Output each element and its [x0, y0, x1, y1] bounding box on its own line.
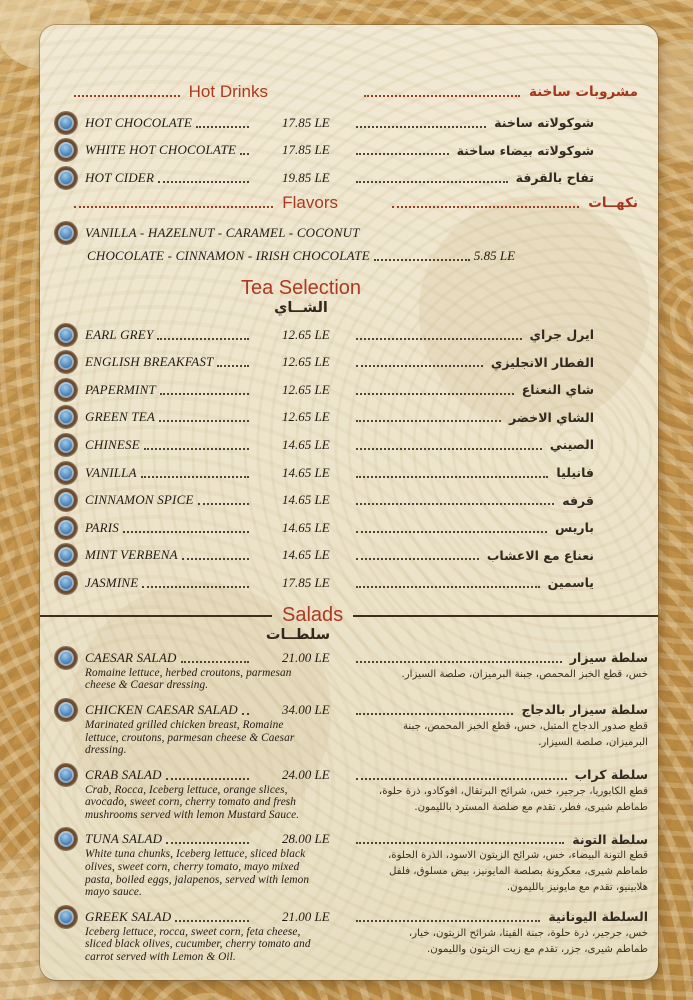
brand-medallion-icon [55, 544, 77, 566]
section-title-en: Flavors [282, 192, 338, 212]
item-ar-cell [352, 575, 658, 590]
dotted-leader [356, 338, 522, 340]
item-price: 17.85 LE [282, 574, 330, 590]
salad-item [40, 650, 658, 692]
header-right [360, 84, 638, 100]
item-price: 12.65 LE [282, 326, 330, 342]
item-name-en: GREEN TEA [85, 409, 156, 425]
section-title-ar: نكهــات [588, 194, 638, 211]
dotted-leader [356, 778, 567, 780]
item-name-ar: فانيليا [556, 465, 594, 481]
menu-item-row [40, 137, 658, 165]
item-price: 21.00 LE [282, 908, 330, 924]
section-title-en: Salads [282, 604, 344, 627]
item-name-ar: باريس [555, 520, 594, 536]
item-ar-cell [352, 327, 658, 342]
item-name-en: CHICKEN CAESAR SALAD [85, 701, 238, 717]
dotted-leader [198, 503, 249, 505]
item-name-en: HOT CIDER [85, 169, 155, 185]
item-name-en: GREEK SALAD [85, 908, 172, 924]
salad-item [40, 831, 658, 898]
item-name-en: CINNAMON SPICE [85, 492, 194, 508]
menu-item-row [40, 909, 658, 925]
dotted-leader [181, 661, 249, 663]
item-price: 14.65 LE [282, 547, 330, 563]
dotted-leader [160, 393, 249, 395]
item-ar-cell [352, 832, 658, 847]
menu-item-row [40, 376, 658, 404]
dotted-leader [74, 206, 273, 208]
menu-item-row [40, 569, 658, 597]
dotted-leader [141, 476, 249, 478]
item-name-ar: سلطة كراب [574, 767, 648, 783]
section-header-hot-drinks [40, 81, 658, 103]
item-en-cell [85, 909, 253, 925]
salads-list [40, 650, 658, 964]
brand-medallion-icon [55, 517, 77, 539]
item-ar-cell [352, 702, 658, 717]
brand-medallion-icon [55, 351, 77, 373]
section-title-ar: سلطــات [265, 626, 331, 643]
menu-item-row [40, 767, 658, 783]
dotted-leader [356, 503, 554, 505]
brand-medallion-icon [55, 324, 77, 346]
item-en-cell [85, 650, 253, 666]
menu-item-row [40, 459, 658, 487]
menu-item-row [40, 542, 658, 570]
item-ar-cell [352, 520, 658, 535]
dotted-leader [356, 181, 508, 183]
dotted-leader [182, 558, 249, 560]
brand-medallion-icon [55, 828, 77, 850]
brand-medallion-icon [55, 462, 77, 484]
salad-description-ar: قطع صدور الدجاج المتبل، خس، قطع الخبز المحمص، جبنة البرميزان، صلصة السيزار. [402, 720, 648, 748]
brand-medallion-icon [55, 112, 77, 134]
brand-medallion-icon [55, 699, 77, 721]
salads-title-ar-wrap [40, 626, 658, 644]
item-name-en: JASMINE [85, 574, 139, 590]
item-price: 12.65 LE [282, 409, 330, 425]
item-en-cell [85, 465, 253, 481]
flavors-note [40, 222, 658, 268]
salad-descriptions [40, 667, 658, 692]
section-title-ar: الشــاي [274, 299, 328, 316]
item-en-cell [85, 767, 253, 783]
dotted-leader [144, 448, 249, 450]
dotted-leader [356, 920, 540, 922]
item-name-en: HOT CHOCOLATE [85, 114, 192, 130]
salad-item [40, 909, 658, 964]
item-price: 17.85 LE [282, 114, 330, 130]
item-name-ar: نعناع مع الاعشاب [486, 547, 594, 563]
item-price: 28.00 LE [282, 831, 330, 847]
menu-item-row [40, 514, 658, 542]
dotted-leader [356, 713, 513, 715]
brand-medallion-icon [55, 647, 77, 669]
salads-divider [40, 606, 658, 626]
item-en-cell [85, 142, 253, 158]
item-name-ar: الشاي الاخضر [509, 409, 594, 425]
item-price: 34.00 LE [282, 701, 330, 717]
dotted-leader [356, 365, 483, 367]
brand-medallion-icon [55, 434, 77, 456]
flavors-line2: CHOCOLATE - CINNAMON - IRISH CHOCOLATE [87, 248, 370, 264]
dotted-leader [142, 586, 249, 588]
dotted-leader [356, 476, 548, 478]
menu-item-row [40, 348, 658, 376]
item-name-ar: سلطة سيزار بالدجاج [521, 702, 648, 718]
dotted-leader [240, 153, 249, 155]
dotted-leader [158, 181, 249, 183]
item-ar-cell [352, 493, 658, 508]
salad-description-ar: قطع الكابوريا، جرجير، خس، شرائح البرتقال، افوكادو، ذرة حلوة، طماطم شيرى، فطر، تقدم مع صلصة المسترد بالليمون. [378, 785, 648, 813]
salad-descriptions [40, 926, 658, 964]
item-price: 14.65 LE [282, 519, 330, 535]
item-name-ar: شاي النعناع [521, 382, 594, 398]
item-ar-cell [352, 355, 658, 370]
item-name-ar: سلطة التونة [572, 831, 648, 847]
item-name-ar: تفاح بالقرفة [515, 170, 594, 186]
flavors-note-line [40, 245, 658, 268]
menu-panel [40, 25, 658, 980]
dotted-leader [356, 661, 562, 663]
flavors-price: 5.85 LE [473, 248, 516, 264]
dotted-leader [356, 420, 501, 422]
brand-medallion-icon [55, 906, 77, 928]
item-name-en: TUNA SALAD [85, 831, 163, 847]
item-ar-cell [352, 410, 658, 425]
item-name-en: CAESAR SALAD [85, 649, 177, 665]
item-en-cell [85, 327, 253, 343]
section-title-en: Tea Selection [240, 276, 362, 299]
item-en-cell [85, 170, 253, 186]
brand-medallion-icon [55, 572, 77, 594]
salads-divider-line [353, 615, 658, 617]
section-header-flavors [40, 192, 658, 214]
item-price: 17.85 LE [282, 142, 330, 158]
item-name-ar: الصيني [549, 437, 594, 453]
salad-descriptions [40, 719, 658, 757]
item-en-cell [85, 409, 253, 425]
item-ar-cell [352, 115, 658, 130]
item-ar-cell [352, 548, 658, 563]
item-en-cell [85, 492, 253, 508]
dotted-leader [196, 126, 249, 128]
dotted-leader [157, 338, 249, 340]
salad-description-en: Romaine lettuce, herbed croutons, parmesan cheese & Caesar dressing. [85, 666, 292, 692]
item-price: 14.65 LE [282, 464, 330, 480]
item-en-cell [85, 115, 253, 131]
item-name-ar: قرفه [562, 492, 594, 508]
section-title-ar: مشروبات ساخنة [528, 84, 638, 100]
brand-medallion-icon [55, 379, 77, 401]
dotted-leader [356, 586, 540, 588]
item-ar-cell [352, 170, 658, 185]
item-price: 12.65 LE [282, 354, 330, 370]
menu-item-row [40, 321, 658, 349]
item-name-ar: سلطة سيزار [569, 650, 648, 666]
header-left [70, 193, 338, 213]
item-name-en: WHITE HOT CHOCOLATE [85, 142, 237, 158]
item-name-en: PAPERMINT [85, 381, 156, 397]
item-name-en: VANILLA [85, 464, 137, 480]
header-left [70, 82, 268, 102]
salad-item [40, 767, 658, 822]
item-en-cell [85, 547, 253, 563]
item-en-cell [85, 831, 253, 847]
item-price: 24.00 LE [282, 766, 330, 782]
item-en-cell [85, 520, 253, 536]
menu-item-row [40, 650, 658, 666]
dotted-leader [356, 153, 449, 155]
section-title-en: Hot Drinks [188, 82, 268, 101]
salad-description-ar: خس، جرجير، ذرة حلوة، جبنة الفيتا، شرائح الزيتون، خيار، طماطم شيرى، جزر، تقدم مع زيت الزيتون والليمون. [408, 927, 648, 955]
dotted-leader [356, 531, 547, 533]
item-price: 12.65 LE [282, 381, 330, 397]
item-en-cell [85, 437, 253, 453]
dotted-leader [356, 448, 542, 450]
dotted-leader [74, 95, 180, 97]
item-ar-cell [352, 650, 658, 665]
item-ar-cell [352, 437, 658, 452]
menu-item-row [40, 831, 658, 847]
item-en-cell [85, 354, 253, 370]
item-ar-cell [352, 909, 658, 924]
item-name-ar: السلطة اليونانية [548, 909, 648, 925]
salad-description-en: Iceberg lettuce, rocca, sweet corn, feta cheese, sliced black olives, cucumber, cherry tomato and carrot served with Lemon & Oil. [85, 925, 311, 964]
item-price: 19.85 LE [282, 169, 330, 185]
item-price: 21.00 LE [282, 649, 330, 665]
flavors-line1: VANILLA - HAZELNUT - CARAMEL - COCONUT [85, 225, 360, 241]
item-price: 14.65 LE [282, 436, 330, 452]
item-name-en: MINT VERBENA [85, 547, 178, 563]
menu-item-row [40, 486, 658, 514]
dotted-leader [166, 778, 249, 780]
dotted-leader [356, 842, 564, 844]
item-name-ar: ايرل جراي [529, 327, 594, 343]
salad-descriptions [40, 784, 658, 822]
dotted-leader [123, 531, 249, 533]
brand-medallion-icon [55, 406, 77, 428]
menu-item-row [40, 431, 658, 459]
dotted-leader [175, 920, 249, 922]
menu-content [40, 25, 658, 964]
salad-description-en: Crab, Rocca, Iceberg lettuce, orange slices, avocado, sweet corn, cherry tomato and fresh mushrooms served with lemon Mustard Sauce. [85, 783, 300, 821]
tea-rows [40, 321, 658, 597]
salad-description-en: Marinated grilled chicken breast, Romaine lettuce, croutons, parmesan cheese & Caesar dressing. [85, 718, 295, 757]
item-name-en: CHINESE [85, 436, 140, 452]
item-name-en: EARL GREY [85, 326, 154, 342]
brand-medallion-icon [55, 139, 77, 161]
menu-item-row [40, 164, 658, 192]
salad-item [40, 702, 658, 757]
dotted-leader [242, 713, 249, 715]
item-name-en: ENGLISH BREAKFAST [85, 354, 214, 370]
item-name-en: PARIS [85, 519, 119, 535]
menu-item-row [40, 109, 658, 137]
dotted-leader [374, 259, 470, 261]
item-ar-cell [352, 767, 658, 782]
brand-medallion-icon [55, 222, 77, 244]
dotted-leader [356, 393, 514, 395]
hot-drinks-rows [40, 109, 658, 192]
dotted-leader [364, 95, 520, 97]
item-en-cell [85, 382, 253, 398]
brand-medallion-icon [55, 489, 77, 511]
item-name-ar: الفطار الانجليزي [490, 354, 594, 370]
salad-description-ar: خس، قطع الخبز المحمص، جبنة البرميزان، صلصة السيزار. [401, 668, 648, 680]
item-name-ar: شوكولاته بيضاء ساخنة [456, 142, 594, 158]
dotted-leader [356, 558, 479, 560]
salad-description-en: White tuna chunks, Iceberg lettuce, sliced black olives, sweet corn, cherry tomato, mayo mixed pasta, boiled eggs, jalapenos, served with lemon mayo sauce. [85, 848, 310, 899]
item-ar-cell [352, 143, 658, 158]
brand-medallion-icon [55, 764, 77, 786]
item-price: 14.65 LE [282, 492, 330, 508]
header-right [388, 195, 638, 211]
dotted-leader [356, 126, 486, 128]
dotted-leader [217, 365, 249, 367]
item-ar-cell [352, 382, 658, 397]
brand-medallion-icon [55, 167, 77, 189]
item-name-ar: شوكولاته ساخنة [494, 115, 594, 131]
menu-item-row [40, 702, 658, 718]
item-en-cell [85, 702, 253, 718]
item-ar-cell [352, 465, 658, 480]
dotted-leader [166, 842, 249, 844]
item-name-en: CRAB SALAD [85, 766, 162, 782]
item-name-ar: ياسمين [547, 575, 594, 591]
flavors-note-line [40, 222, 658, 245]
salads-divider-line [40, 615, 272, 617]
dotted-leader [392, 206, 579, 208]
tea-section-title [40, 278, 658, 317]
item-en-cell [85, 575, 253, 591]
salad-descriptions [40, 848, 658, 898]
salad-description-ar: قطع التونة البيضاء، خس، شرائح الزيتون الاسود، الذرة الحلوة، طماطم شيرى، معكرونة بصلصة المايونيز، بيض مسلوق، فلفل هلابينيو، تقدم مع مايونيز بالليمون. [388, 850, 648, 894]
menu-item-row [40, 404, 658, 432]
dotted-leader [159, 420, 249, 422]
